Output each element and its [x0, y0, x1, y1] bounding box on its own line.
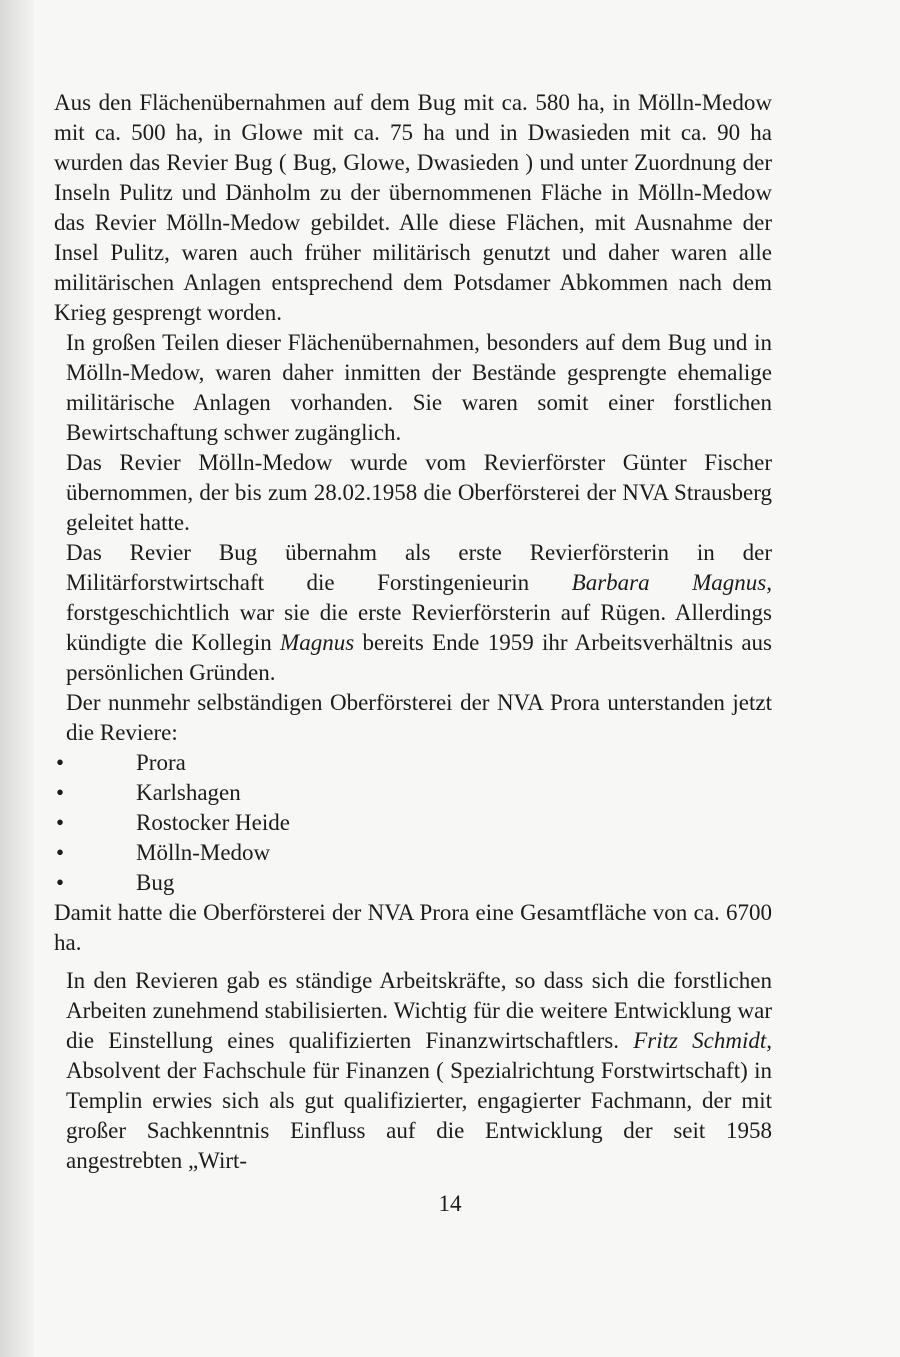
- page-edge-shadow: [0, 0, 34, 1357]
- person-name-fritz-schmidt: Fritz Schmidt,: [633, 1028, 772, 1053]
- paragraph-2: In großen Teilen dieser Flächenübernahmen, besonders auf dem Bug und in Mölln-Medow, waren daher inmitten der Bestände gesprengte ehemalige militärische Anlagen vorhanden. Sie waren somit einer forstlichen Bewirtschaftung schwer zugänglich.: [66, 330, 772, 445]
- list-item-label: Rostocker Heide: [136, 810, 290, 835]
- list-item: [54, 808, 772, 838]
- bullet-icon: •: [56, 840, 65, 865]
- paragraph-3: Das Revier Mölln-Medow wurde vom Revierförster Günter Fischer übernommen, der bis zum 28.02.1958 die Oberförsterei der NVA Strausberg geleitet hatte.: [66, 450, 772, 535]
- bullet-icon: •: [56, 810, 65, 835]
- paragraph-7-text-a: In den Revieren gab es ständige Arbeitskräfte, so dass sich die forstlichen Arbeiten zunehmend stabilisierten. Wichtig für die weitere Entwicklung war die Einstellung eines qualifizierten Finanzwirtschaftlers.: [66, 968, 772, 1053]
- paragraph-7-text-b: Absolvent der Fachschule für Finanzen ( Spezialrichtung Forstwirtschaft) in Templin erwies sich als gut qualifizierter, engagierter Fachmann, der mit großer Sachkenntnis Einfluss auf die Entwicklung der seit 1958 angestrebten „Wirt-: [66, 1058, 772, 1173]
- bullet-icon: •: [56, 780, 65, 805]
- person-name-magnus: Magnus: [280, 630, 355, 655]
- person-name-barbara-magnus: Barbara Magnus,: [571, 570, 772, 595]
- list-item: [54, 868, 772, 898]
- reviere-list: [54, 748, 772, 898]
- bullet-icon: •: [56, 750, 65, 775]
- paragraph-4-text-c: bereits Ende 1959 ihr Arbeitsverhältnis aus persönlichen Gründen.: [66, 630, 772, 685]
- list-item: [54, 748, 772, 778]
- list-item-label: Karlshagen: [136, 780, 241, 805]
- list-item: [54, 778, 772, 808]
- page-number: 14: [438, 1191, 462, 1216]
- list-item-label: Bug: [136, 870, 175, 895]
- paragraph-7: [54, 966, 772, 1176]
- list-item-label: Prora: [136, 750, 186, 775]
- paragraph-4-text-a: Das Revier Bug übernahm als erste Revierförsterin in der Militärforstwirtschaft die Forstingenieurin: [66, 540, 772, 595]
- bullet-icon: •: [56, 870, 65, 895]
- list-item-label: Mölln-Medow: [136, 840, 271, 865]
- paragraph-5: Der nunmehr selbständigen Oberförsterei der NVA Prora unterstanden jetzt die Reviere:: [66, 690, 772, 745]
- paragraph-4: [54, 538, 772, 688]
- paragraph-1: Aus den Flächenübernahmen auf dem Bug mit ca. 580 ha, in Mölln-Medow mit ca. 500 ha, in Glowe mit ca. 75 ha und in Dwasieden mit ca. 90 ha wurden das Revier Bug ( Bug, Glowe, Dwasieden ) und unter Zuordnung der Inseln Pulitz und Dänholm zu der übernommenen Fläche in Mölln-Medow das Revier Mölln-Medow gebildet. Alle diese Flächen, mit Ausnahme der Insel Pulitz, waren auch früher militärisch genutzt und daher waren alle militärischen Anlagen entsprechend dem Potsdamer Abkommen nach dem Krieg gesprengt worden.: [54, 90, 772, 325]
- list-item: [54, 838, 772, 868]
- page-body: [54, 88, 772, 1176]
- paragraph-4-text-b: forstgeschichtlich war sie die erste Revierförsterin auf Rügen. Allerdings kündigte die Kollegin: [66, 600, 772, 655]
- paragraph-6: Damit hatte die Oberförsterei der NVA Prora eine Gesamtfläche von ca. 6700 ha.: [54, 900, 772, 955]
